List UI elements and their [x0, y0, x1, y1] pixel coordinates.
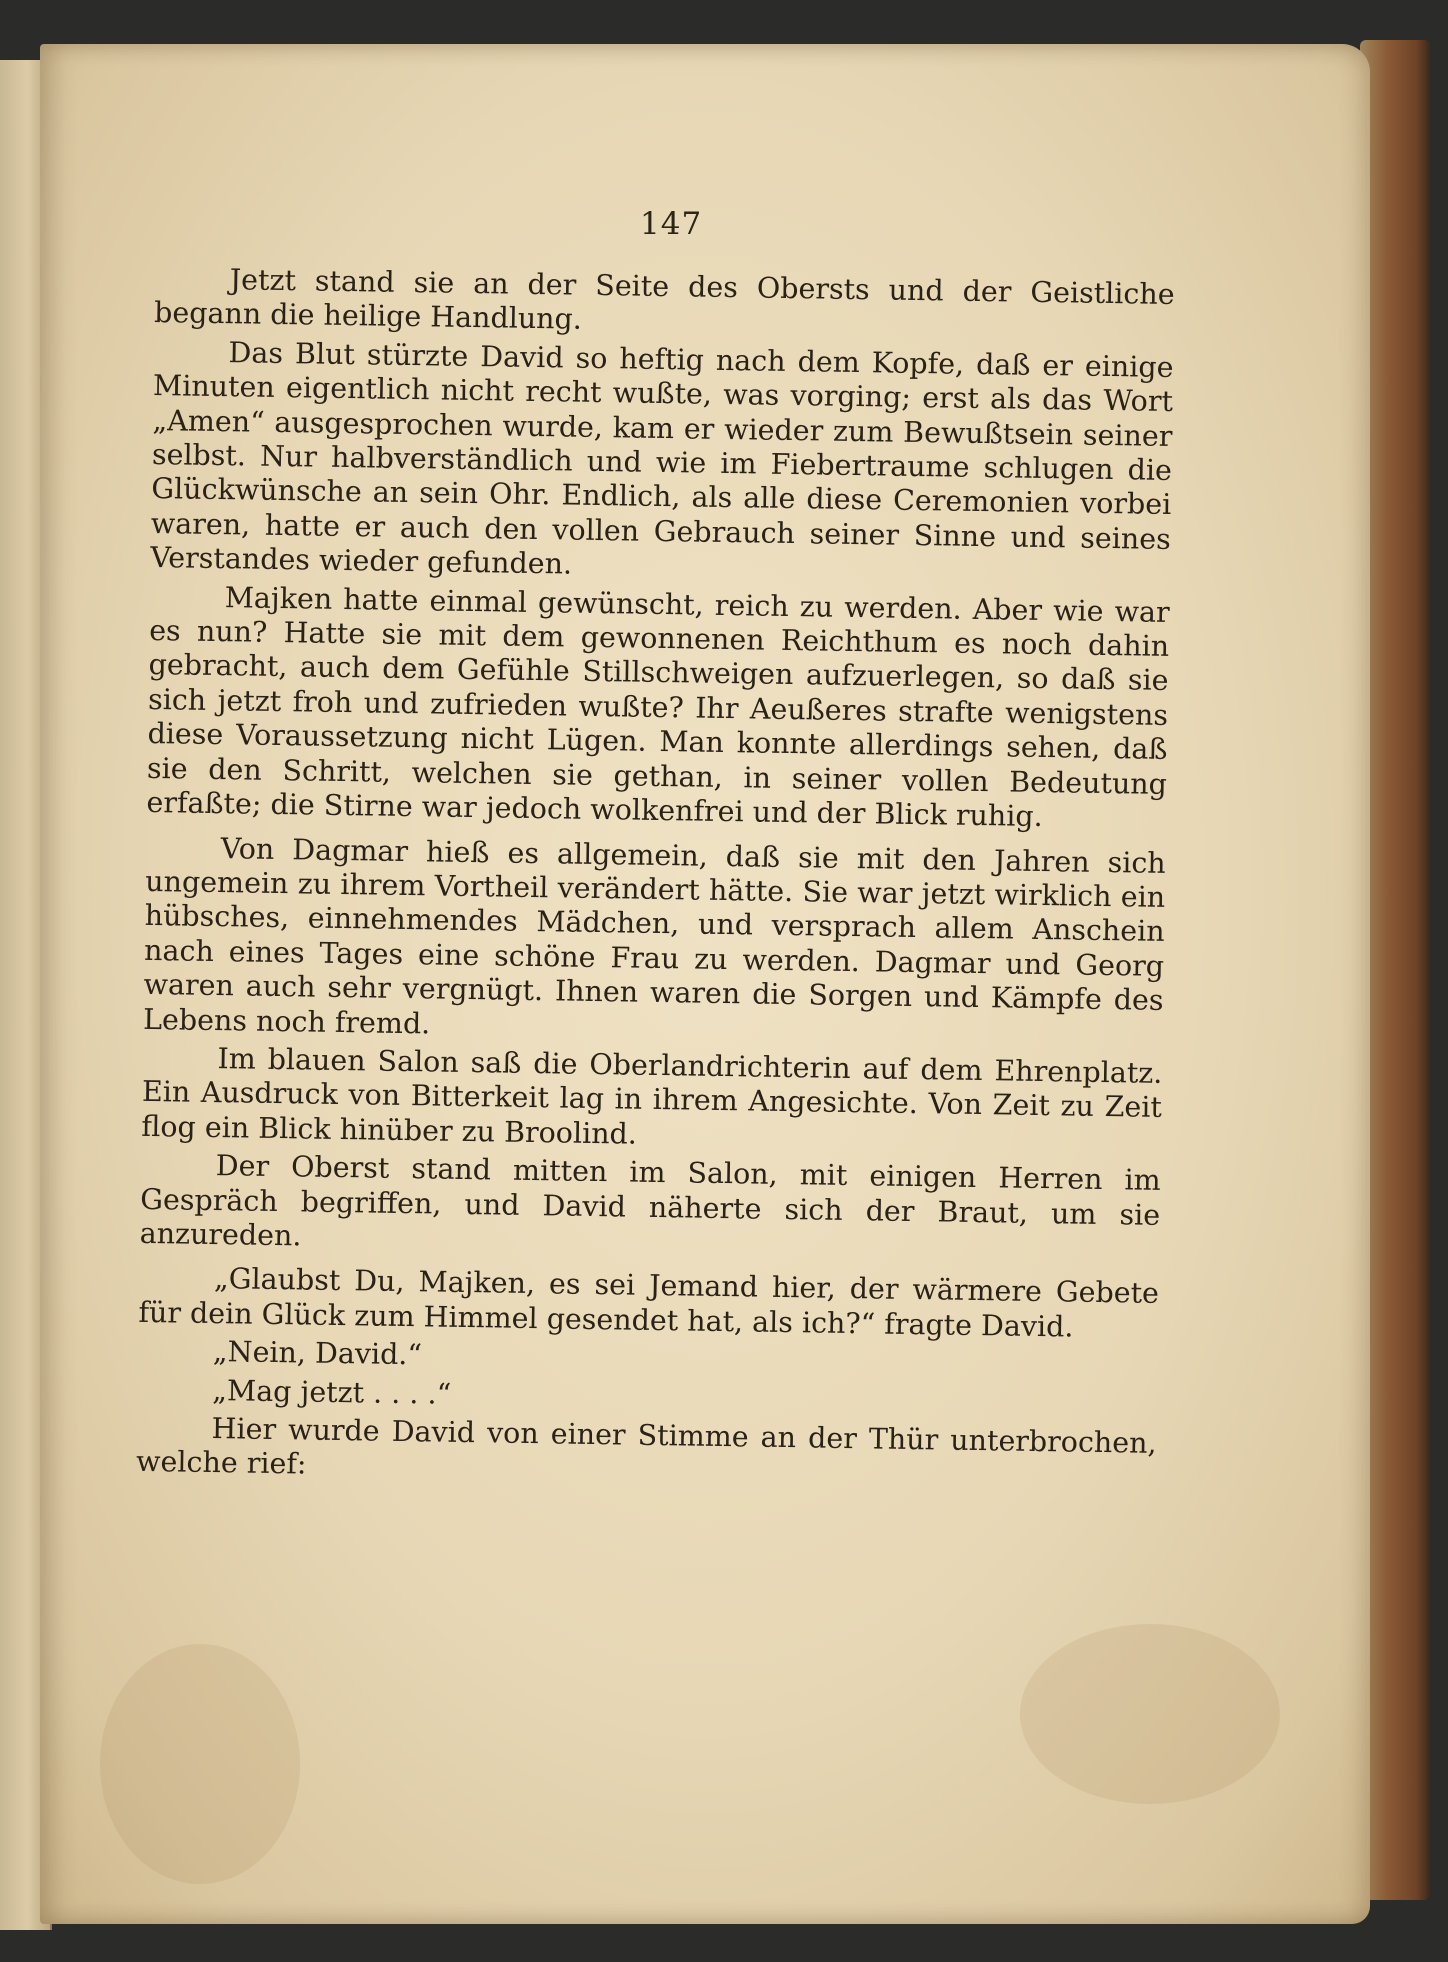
body-text [136, 262, 1175, 1500]
paper-stain [1020, 1624, 1280, 1804]
paragraph: Im blauen Salon saß die Oberlandrichterin auf dem Ehrenplatz. Ein Ausdruck von Bitterkeit lag in ihrem Angesichte. Von Zeit zu Zeit flog ein Blick hinüber zu Broolind. [141, 1042, 1163, 1151]
paragraph: „Nein, David.“ [212, 1335, 423, 1372]
paragraph: Von Dagmar hieß es allgemein, daß sie mit den Jahren sich ungemein zu ihrem Vortheil verändert hätte. Sie war jetzt wirklich ein hübsches, einnehmendes Mädchen, und versprach allem Anschein nach eines Tages eine schöne Frau zu werden. Dagmar und Georg waren auch sehr vergnügt. Ihnen waren die Sorgen und Kämpfe des Lebens noch fremd. [142, 831, 1166, 1040]
book-cover-edge [1360, 40, 1430, 1900]
paragraph: „Glaubst Du, Majken, es sei Jemand hier, der wärmere Gebete für dein Glück zum Himmel gesendet hat, als ich?“ fragte David. [138, 1262, 1160, 1344]
paragraph: Das Blut stürzte David so heftig nach dem Kopfe, daß er einige Minuten eigentlich nicht recht wußte, was vorging; erst als das Wort „Amen“ ausgesprochen wurde, kam er wieder zum Bewußtsein seiner selbst. Nur halbverständlich und wie im Fiebertraume schlugen die Glückwünsche an sein Ohr. Endlich, als alle diese Ceremonien vorbei waren, hatte er auch den vollen Gebrauch seiner Sinne und seines Verstandes wieder gefunden. [150, 335, 1174, 581]
paragraph: Majken hatte einmal gewünscht, reich zu werden. Aber wie war es nun? Hatte sie mit dem gewonnenen Reichthum es noch dahin gebracht, auch dem Gefühle Stillschweigen aufzuerlegen, so daß sie sich jetzt froh und zufrieden wußte? Ihr Aeußeres strafte wenigstens diese Voraussetzung nicht Lügen. Man konnte allerdings sehen, daß sie den Schritt, welchen sie gethan, in seiner vollen Bedeutung erfaßte; die Stirne war jedoch wolkenfrei und der Blick ruhig. [146, 580, 1170, 834]
paragraph: „Mag jetzt . . . .“ [212, 1373, 452, 1411]
paragraph: Hier wurde David von einer Stimme an der Thür unterbrochen, welche rief: [135, 1412, 1157, 1481]
paragraph: Der Oberst stand mitten im Salon, mit einigen Herren im Gespräch begriffen, und David näherte sich der Braut, um sie anzureden. [139, 1149, 1161, 1253]
page-number: 147 [640, 206, 703, 242]
paper-stain [100, 1644, 300, 1884]
paragraph: Jetzt stand sie an der Seite des Obersts und der Geistliche begann die heilige Handlung. [153, 263, 1175, 337]
